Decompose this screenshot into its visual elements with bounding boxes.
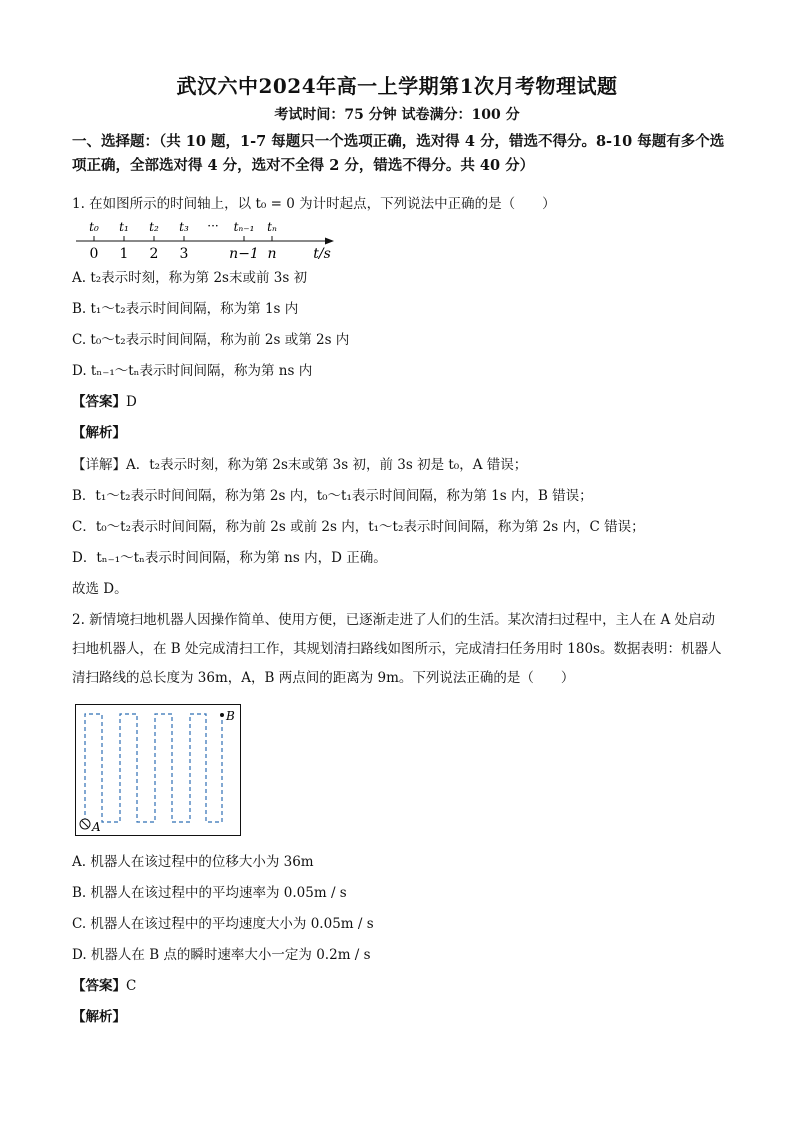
q1-detail-c: C．t₀～t₂表示时间间隔，称为前 2s 或前 2s 内，t₁～t₂表示时间间隔，称为第 2s 内，C 错误； (72, 519, 645, 535)
analysis-tag: 【解析】 (72, 1009, 126, 1025)
point-b-label: B (226, 709, 235, 723)
answer-value: C (126, 978, 137, 994)
room-outline (76, 705, 241, 836)
q1-stem: 1. 在如图所示的时间轴上，以 t₀ = 0 为计时起点，下列说法中正确的是（ ） (72, 196, 556, 212)
q1-conclusion: 故选 D。 (72, 581, 128, 597)
analysis-tag: 【解析】 (72, 425, 126, 441)
section-heading: 一、选择题：（共 10 题，1-7 每题只一个选项正确，选对得 4 分，错选不得分。8-10 每题有多个选项正确，全部选对得 4 分，选对不全得 2 分，错选不得分。共 40 分） (72, 133, 725, 174)
axis-top-label: t₀ (89, 220, 99, 234)
axis-top-label: t₁ (119, 220, 129, 234)
q1-detail-b: B．t₁～t₂表示时间间隔，称为第 2s 内，t₀～t₁表示时间间隔，称为第 1s 内，B 错误； (72, 488, 593, 504)
q2-option-a: A. 机器人在该过程中的位移大小为 36m (72, 854, 314, 870)
answer-tag: 【答案】 (72, 978, 126, 994)
q1-detail-a: 【详解】A．t₂表示时刻，称为第 2s末或第 3s 初，前 3s 初是 t₀，A 错误； (72, 457, 528, 473)
axis-top-label: tₙ (267, 220, 277, 234)
q2-stem: 2. 新情境扫地机器人因操作简单、使用方便，已逐渐走进了人们的生活。某次清扫过程中，主人在 A 处启动扫地机器人，在 B 处完成清扫工作，其规划清扫路线如图所示，完成清扫任务用时 180s。数据表明：机器人清扫路线的总长度为 36m，A，B 两点间的距离为 9m。下列说法正确的是（ ） (72, 612, 722, 686)
axis-top-label: t₃ (179, 220, 189, 234)
axis-bottom-label: n−1 (229, 246, 259, 262)
q1-answer-line (72, 390, 137, 410)
axis-unit-label: t/s (313, 246, 331, 262)
q1-option-c: C. t₀～t₂表示时间间隔，称为前 2s 或第 2s 内 (72, 332, 350, 348)
axis-bottom-label: 0 (89, 246, 99, 262)
axis-arrow (325, 238, 334, 245)
q2-option-c: C. 机器人在该过程中的平均速度大小为 0.05m / s (72, 916, 374, 932)
axis-bottom-label: 2 (149, 246, 159, 262)
cleaning-route-path (85, 714, 222, 822)
point-b-dot (220, 713, 224, 717)
answer-tag: 【答案】 (72, 394, 126, 410)
q1-option-b: B. t₁～t₂表示时间间隔，称为第 1s 内 (72, 301, 299, 317)
q2-option-d: D. 机器人在 B 点的瞬时速率大小一定为 0.2m / s (72, 947, 371, 963)
q2-answer-line (72, 974, 136, 994)
q1-detail-d: D．tₙ₋₁～tₙ表示时间间隔，称为第 ns 内，D 正确。 (72, 550, 387, 566)
point-a-label: A (92, 820, 101, 834)
q1-option-a: A. t₂表示时刻，称为第 2s末或前 3s 初 (72, 270, 308, 286)
q2-option-b: B. 机器人在该过程中的平均速率为 0.05m / s (72, 885, 347, 901)
cleaning-route-figure (75, 704, 241, 836)
time-axis-figure (72, 212, 342, 262)
axis-bottom-label: n (267, 246, 277, 262)
q1-option-d: D. tₙ₋₁～tₙ表示时间间隔，称为第 ns 内 (72, 363, 313, 379)
axis-bottom-label: 1 (119, 246, 129, 262)
axis-bottom-label: 3 (179, 246, 189, 262)
axis-top-label: ··· (207, 219, 219, 233)
answer-value: D (126, 394, 137, 410)
exam-info: 考试时间：75 分钟 试卷满分：100 分 (274, 107, 520, 123)
page-title: 武汉六中2024年高一上学期第1次月考物理试题 (176, 74, 618, 98)
axis-ticks (94, 236, 272, 241)
axis-top-label: t₂ (149, 220, 159, 234)
axis-top-label: tₙ₋₁ (233, 220, 255, 234)
